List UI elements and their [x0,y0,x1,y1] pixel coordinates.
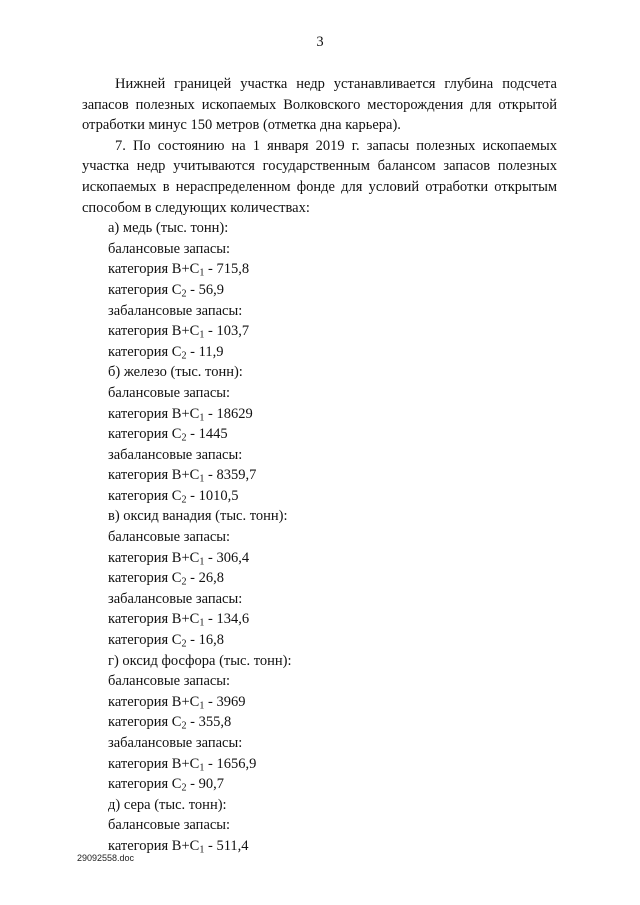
category-value: - 26,8 [186,570,225,587]
reserves-list [82,218,557,856]
category-subscript: 2 [181,782,187,794]
category-prefix: категория С [108,714,182,731]
category-value: - 11,9 [186,343,224,360]
category-subscript: 2 [181,720,187,732]
category-line [82,630,557,651]
resource-heading: б) железо (тыс. тонн): [108,364,243,381]
category-line [82,548,557,569]
category-line [82,754,557,775]
category-subscript: 1 [199,267,205,279]
category-subscript: 2 [181,576,187,588]
category-value: - 18629 [204,405,253,422]
category-value: - 306,4 [204,549,250,566]
balance-reserves-label: балансовые запасы: [108,384,231,401]
balance-reserves-label: балансовые запасы: [108,529,231,546]
page-number: 3 [316,34,324,50]
category-prefix: категория В+С [108,755,200,772]
category-prefix: категория В+С [108,467,200,484]
category-value: - 8359,7 [204,467,257,484]
category-subscript: 1 [199,412,205,424]
category-subscript: 1 [199,844,205,856]
category-value: - 511,4 [204,837,249,854]
balance-reserves-label: балансовые запасы: [108,673,231,690]
category-subscript: 2 [181,432,187,444]
category-subscript: 2 [181,288,187,300]
category-value: - 16,8 [186,632,225,649]
category-line [82,609,557,630]
category-subscript: 1 [199,329,205,341]
category-value: - 3969 [204,693,246,710]
category-subscript: 1 [199,762,205,774]
offbalance-reserves-label: забалансовые запасы: [108,735,243,751]
category-prefix: категория С [108,487,182,504]
category-line [82,712,557,733]
category-prefix: категория В+С [108,549,200,566]
category-value: - 1445 [186,426,228,443]
resource-heading: а) медь (тыс. тонн): [108,220,229,237]
offbalance-reserves-label: забалансовые запасы: [108,446,243,463]
category-prefix: категория С [108,281,182,298]
category-line [82,568,557,589]
file-name-footer: 29092558.doc [77,853,135,863]
category-prefix: категория В+С [108,261,200,278]
category-line [82,404,557,425]
category-line [82,836,557,857]
category-prefix: категория В+С [108,323,200,340]
category-value: - 56,9 [186,281,225,298]
category-prefix: категория В+С [108,611,200,628]
category-line [82,321,557,342]
category-prefix: категория С [108,776,182,793]
category-prefix: категория В+С [108,405,200,422]
category-prefix: категория С [108,570,182,587]
category-value: - 134,6 [204,611,250,628]
category-subscript: 2 [181,638,187,650]
category-line [82,342,557,363]
category-line [82,280,557,301]
category-value: - 90,7 [186,776,225,793]
paragraph-reserves-intro: 7. По состоянию на 1 января 2019 г. запасы полезных ископаемых участка недр учитываются государственным балансом запасов полезных ископаемых в нераспределенном фонде для условий отработки открытым способом в следующих количествах: [82,137,557,216]
category-prefix: категория С [108,632,182,649]
category-subscript: 1 [199,556,205,568]
category-subscript: 2 [181,350,187,362]
category-subscript: 1 [199,473,205,485]
resource-heading: д) сера (тыс. тонн): [108,796,227,813]
offbalance-reserves-label: забалансовые запасы: [108,590,243,607]
balance-reserves-label: балансовые запасы: [108,817,231,834]
document-body [82,74,557,857]
category-line [82,259,557,280]
category-subscript: 2 [181,494,187,506]
category-line [82,424,557,445]
category-prefix: категория С [108,343,182,360]
category-prefix: категория В+С [108,837,200,854]
category-line [82,465,557,486]
offbalance-reserves-label: забалансовые запасы: [108,302,243,319]
category-subscript: 1 [199,700,205,712]
category-value: - 355,8 [186,714,232,731]
category-value: - 1010,5 [186,487,239,504]
category-value: - 1656,9 [204,755,257,772]
category-prefix: категория В+С [108,693,200,710]
category-line [82,774,557,795]
category-subscript: 1 [199,617,205,629]
paragraph-lower-boundary: Нижней границей участка недр устанавливается глубина подсчета запасов полезных ископаемых Волковского месторождения для открытой отработки минус 150 метров (отметка дна карьера). [82,76,557,134]
balance-reserves-label: балансовые запасы: [108,240,231,257]
category-prefix: категория С [108,426,182,443]
category-line [82,486,557,507]
category-value: - 103,7 [204,323,250,340]
category-value: - 715,8 [204,261,250,278]
resource-heading: г) оксид фосфора (тыс. тонн): [108,652,292,669]
category-line [82,692,557,713]
resource-heading: в) оксид ванадия (тыс. тонн): [108,508,288,525]
